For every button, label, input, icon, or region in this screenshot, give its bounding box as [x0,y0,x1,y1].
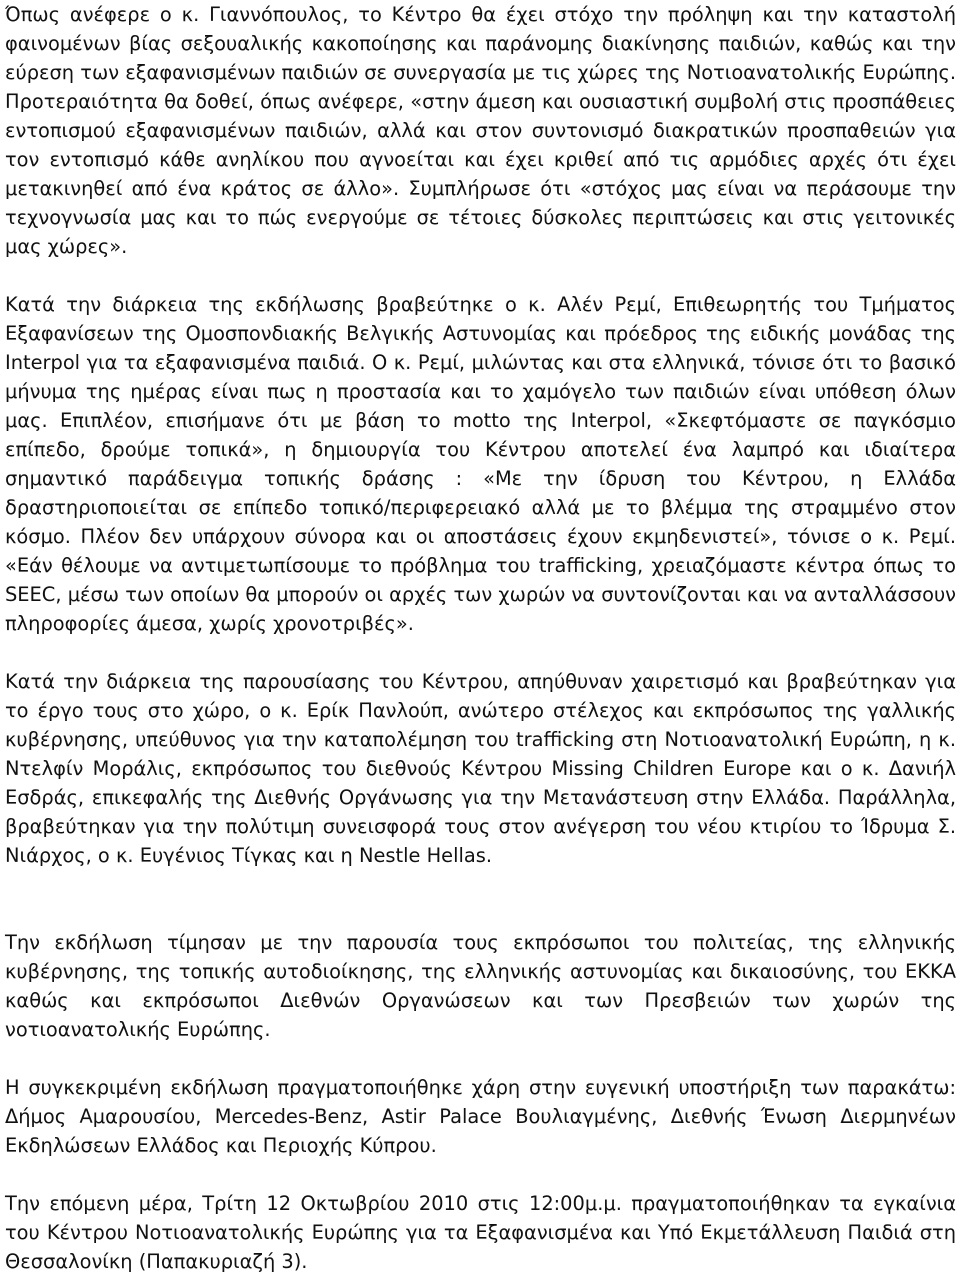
paragraph-inauguration: Την επόμενη μέρα, Τρίτη 12 Οκτωβρίου 2010 στις 12:00μ.μ. πραγματοποιήθηκαν τα εγκαίνια του Κέντρου Νοτιοανατολικής Ευρώπης για τα Εξαφανισμένα και Υπό Εκμετάλλευση Παιδιά στη Θεσσαλονίκη (Παπακυριαζή 3). [5,1192,956,1273]
paragraph-spacer [5,1160,956,1189]
document-page [5,0,956,1276]
paragraph-sponsors: Η συγκεκριμένη εκδήλωση πραγματοποιήθηκε χάρη στην ευγενική υποστήριξη των παρακάτω: Δήμος Αμαρουσίου, Mercedes-Benz, Astir Palace Βουλιαγμένης, Διεθνής Ένωση Διερμηνέων Εκδηλώσεων Ελλάδος και Περιοχής Κύπρου. [5,1076,956,1157]
paragraph-spacer [5,870,956,928]
paragraph-award-remy: Κατά την διάρκεια της εκδήλωσης βραβεύτηκε ο κ. Αλέν Ρεμί, Επιθεωρητής του Τμήματος Εξαφανίσεων της Ομοσπονδιακής Βελγικής Αστυνομίας και πρόεδρος της ειδικής μονάδας της Interpol για τα εξαφανισμένα παιδιά. Ο κ. Ρεμί, μιλώντας και στα ελληνικά, τόνισε ότι το βασικό μήνυμα της ημέρας είναι πως η προστασία και το χαμόγελο των παιδιών είναι υπόθεση όλων μας. Επιπλέον, επισήμανε ότι με βάση το motto της Interpol, «Σκεφτόμαστε σε παγκόσμιο επίπεδο, δρούμε τοπικά», η δημιουργία του Κέντρου αποτελεί ένα λαμπρό και ιδιαίτερα σημαντικό παράδειγμα τοπικής δράσης : «Με την ίδρυση του Κέντρου, η Ελλάδα δραστηριοποιείται σε επίπεδο τοπικό/περιφερειακό αλλά με το βλέμμα της στραμμένο στον κόσμο. Πλέον δεν υπάρχουν σύνορα και οι αποστάσεις έχουν εκμηδενιστεί», τόνισε ο κ. Ρεμί. «Εάν θέλουμε να αντιμετωπίσουμε το πρόβλημα του trafficking, χρειαζόμαστε κέντρα όπως το SEEC, μέσω των οποίων θα μπορούν οι αρχές των χωρών να συντονίζονται και να ανταλλάσσουν πληροφορίες άμεσα, χωρίς χρονοτριβές». [5,293,956,635]
paragraph-attendees: Την εκδήλωση τίμησαν με την παρουσία τους εκπρόσωποι του πολιτείας, της ελληνικής κυβέρνησης, της τοπικής αυτοδιοίκησης, της ελληνικής αστυνομίας και δικαιοσύνης, του ΕΚΚΑ καθώς και εκπρόσωποι Διεθνών Οργανώσεων και των Πρεσβειών των χωρών της νοτιοανατολικής Ευρώπης. [5,931,956,1041]
paragraph-spacer [5,638,956,667]
paragraph-center-goals: Όπως ανέφερε ο κ. Γιαννόπουλος, το Κέντρο θα έχει στόχο την πρόληψη και την καταστολή φαινομένων βίας σεξουαλικής κακοποίησης και παράνομης διακίνησης παιδιών, καθώς και την εύρεση των εξαφανισμένων παιδιών σε συνεργασία με τις χώρες της Νοτιοανατολικής Ευρώπης. Προτεραιότητα θα δοθεί, όπως ανέφερε, «στην άμεση και ουσιαστική συμβολή στις προσπάθειες εντοπισμού εξαφανισμένων παιδιών, αλλά και στον συντονισμό διακρατικών προσπαθειών για τον εντοπισμό κάθε ανηλίκου που αγνοείται και έχει κριθεί από τις αρμόδιες αρχές ότι έχει μετακινηθεί από ένα κράτος σε άλλο». Συμπλήρωσε ότι «στόχος μας είναι να περάσουμε την τεχνογνωσία μας και το πώς ενεργούμε σε τέτοιες δύσκολες περιπτώσεις και στις γειτονικές μας χώρες». [5,3,956,258]
paragraph-spacer [5,261,956,290]
paragraph-spacer [5,1044,956,1073]
paragraph-presentation-awards: Κατά την διάρκεια της παρουσίασης του Κέντρου, απηύθυναν χαιρετισμό και βραβεύτηκαν για το έργο τους στο χώρο, ο κ. Ερίκ Πανλούπ, ανώτερο στέλεχος και εκπρόσωπος της γαλλικής κυβέρνησης, υπεύθυνος για την καταπολέμηση του trafficking στη Νοτιοανατολική Ευρώπη, η κ. Ντελφίν Μοράλις, εκπρόσωπος του διεθνούς Κέντρου Missing Children Europe και ο κ. Δανιήλ Εσδράς, επικεφαλής της Διεθνής Οργάνωσης για την Μετανάστευση στην Ελλάδα. Παράλληλα, βραβεύτηκαν για την πολύτιμη συνεισφορά τους στον ανέγερση του νέου κτιρίου το Ίδρυμα Σ. Νιάρχος, ο κ. Ευγένιος Τίγκας και η Nestle Hellas. [5,670,956,867]
